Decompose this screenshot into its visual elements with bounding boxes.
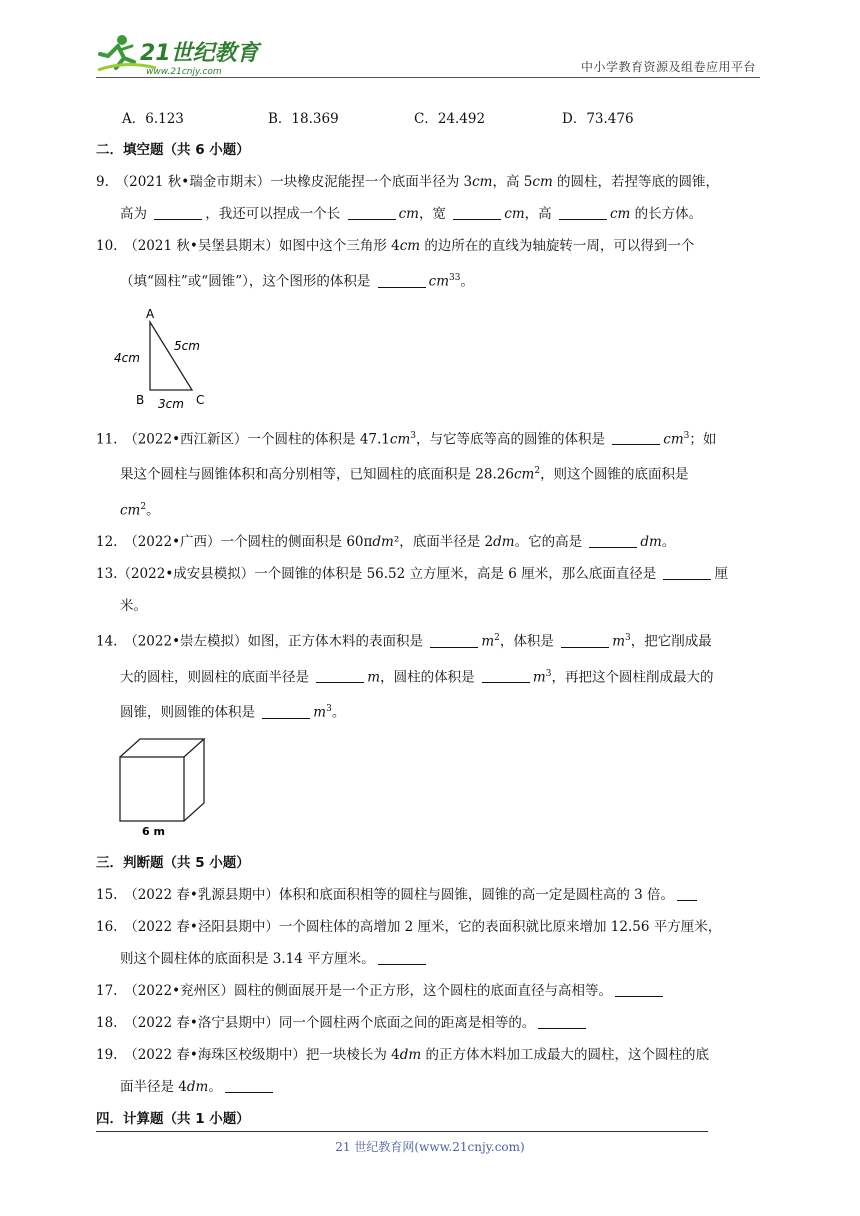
q14-sup: 3 (625, 633, 631, 643)
question-18 (96, 1007, 760, 1039)
q12-text-a: 12. （2022•广西）一个圆柱的侧面积是 60π (96, 534, 373, 550)
header-divider (96, 77, 760, 78)
q10-text-b: 的边所在的直线为轴旋转一周，可以得到一个 (420, 238, 695, 254)
q9-text-h: 的长方体。 (630, 206, 703, 222)
q9-unit: cm (398, 206, 419, 222)
answer-blank[interactable] (378, 273, 426, 288)
vertex-b-label: B (136, 392, 145, 407)
q17-text-a: 17. （2022•兖州区）圆柱的侧面展开是一个正方形，这个圆柱的底面直径与高相等。 (96, 982, 613, 999)
q9-unit: cm (609, 206, 631, 222)
q11-sup: 2 (534, 466, 541, 476)
q14-text-e: ，圆柱的体积是 (380, 669, 479, 685)
q14-sup: 3 (545, 668, 552, 679)
q19-text-c: 面半径是 4 (120, 1078, 187, 1095)
answer-blank[interactable] (677, 886, 697, 901)
q14-unit: m (313, 704, 327, 721)
question-15 (96, 879, 760, 911)
q12-unit: dm (640, 534, 662, 550)
q14-text-b: ，体积是 (499, 633, 559, 650)
vertex-a-label: A (146, 306, 155, 321)
q10-text-c: （填“圆柱”或“圆锥”），这个图形的体积是 (120, 273, 375, 290)
answer-blank[interactable] (663, 565, 711, 580)
section-fill-blank: 二．填空题（共 6 小题） (96, 142, 250, 158)
q9-text-b: ，高 5 (492, 174, 533, 190)
logo-url: www.21cnjy.com (146, 67, 222, 77)
cube-edge-label: 6 m (142, 824, 165, 838)
answer-blank[interactable] (430, 633, 478, 648)
q11-unit: cm (120, 502, 141, 518)
q10-sup: 33 (449, 273, 461, 283)
question-14 (96, 622, 760, 729)
side-ac-label: 5cm (174, 338, 200, 353)
option-b: B．18.369 (268, 111, 339, 127)
q9-unit: cm (504, 206, 525, 222)
answer-blank[interactable] (378, 950, 426, 965)
answer-blank[interactable] (348, 205, 396, 220)
answer-blank[interactable] (154, 205, 202, 220)
q12-text-d: 。 (661, 534, 676, 550)
q11-text-b: ，与它等底等高的圆锥的体积是 (416, 431, 610, 447)
answer-blank[interactable] (561, 633, 609, 648)
footer-text: 21 世纪教育网(www.21cnjy.com) (335, 1140, 525, 1154)
q10-unit: cm (399, 238, 421, 254)
q11-sup: 2 (140, 501, 147, 512)
q14-unit: m (612, 633, 625, 650)
q10-text-a: 10. （2021 秋•吴堡县期末）如图中这个三角形 4 (96, 238, 400, 254)
q18-text-a: 18. （2022 春•洛宁县期中）同一个圆柱两个底面之间的距离是相等的。 (96, 1014, 536, 1031)
answer-blank[interactable] (589, 533, 637, 548)
q11-text-a: 11. （2022•西江新区）一个圆柱的体积是 47.1 (96, 431, 390, 447)
option-c: C．24.492 (414, 111, 486, 127)
q9-text-e: ，我还可以捏成一个长 (205, 206, 345, 222)
q9-unit: cm (472, 174, 493, 190)
q14-text-a: 14. （2022•崇左模拟）如图，正方体木料的表面积是 (96, 633, 428, 650)
q9-text-c: 的圆柱，若捏等底的圆锥， (552, 174, 720, 190)
q19-text-b: 的正方体木料加工成最大的圆柱，这个圆柱的底 (421, 1046, 709, 1063)
q9-text-f: ，宽 (418, 206, 451, 222)
q19-text-a: 19. （2022 春•海珠区校级期中）把一块棱长为 4 (96, 1046, 400, 1063)
answer-blank[interactable] (615, 982, 663, 997)
page-header (96, 30, 760, 80)
triangle-figure (110, 304, 220, 412)
q12-unit: dm (372, 534, 394, 550)
q13-text-a: 13.（2022•成安县模拟）一个圆锥的体积是 56.52 立方厘米，高是 6 厘米，那么底面直径是 (96, 566, 661, 582)
q14-unit: m (481, 633, 495, 650)
q9-text-a: 9. （2021 秋•瑞金市期末）一块橡皮泥能捏一个底面半径为 3 (96, 174, 473, 190)
question-9 (96, 166, 760, 230)
option-d: D．73.476 (562, 111, 634, 127)
q11-unit: cm (513, 466, 535, 483)
q12-text-c: 。它的高是 (514, 534, 587, 550)
answer-blank[interactable] (538, 1014, 586, 1029)
vertex-c-label: C (196, 392, 205, 407)
section-true-false: 三．判断题（共 5 小题） (96, 854, 250, 871)
answer-blank[interactable] (482, 668, 530, 683)
q11-sup: 3 (410, 430, 416, 441)
q16-text-a: 16. （2022 春•泾阳县期中）一个圆柱体的高增加 2 厘米，它的表面积就比原来增加 12.56 平方厘米， (96, 918, 722, 935)
q14-sup: 2 (494, 633, 500, 643)
q14-unit: m (532, 669, 546, 685)
q10-unit: cm (428, 273, 450, 290)
answer-options (96, 104, 760, 134)
triangle-shape (150, 322, 192, 390)
q11-text-c: ；如 (689, 431, 717, 447)
q19-unit: dm (186, 1078, 209, 1095)
q16-text-b: 则这个圆柱体的底面积是 3.14 平方厘米。 (120, 950, 375, 967)
q9-text-g: ，高 (524, 206, 556, 222)
side-ab-label: 4cm (114, 350, 140, 365)
question-17 (96, 975, 760, 1007)
q11-unit: cm (389, 431, 411, 447)
q13-text-b: 厘 (714, 566, 728, 582)
q11-sup: 3 (683, 430, 690, 441)
q15-text-a: 15. （2022 春•乳源县期中）体积和底面积相等的圆柱与圆锥，圆锥的高一定是圆柱高的 3 倍。 (96, 886, 675, 903)
q14-text-c: ，把它削成最 (630, 633, 712, 650)
q9-unit: cm (532, 174, 553, 190)
section-calculation: 四．计算题（共 1 小题） (96, 1110, 250, 1127)
question-16 (96, 911, 760, 975)
question-13 (96, 558, 760, 622)
answer-blank[interactable] (225, 1078, 273, 1093)
logo-text: 21世纪教育 (140, 41, 259, 66)
q11-text-e: ，则这个圆锥的底面积是 (540, 466, 689, 483)
question-11 (96, 420, 760, 527)
answer-blank[interactable] (262, 704, 310, 719)
answer-blank[interactable] (559, 205, 607, 220)
q14-text-g: 圆锥，则圆锥的体积是 (120, 704, 260, 721)
q12-text-b: ²，底面半径是 2 (393, 534, 494, 550)
answer-blank[interactable] (316, 668, 364, 683)
cube-shape (120, 739, 204, 821)
q19-unit: dm (399, 1046, 422, 1063)
answer-blank[interactable] (612, 430, 660, 445)
question-10 (96, 230, 760, 298)
q19-text-d: 。 (208, 1078, 222, 1095)
option-a: A．6.123 (122, 111, 184, 127)
q12-unit: dm (493, 534, 515, 550)
q11-end: 。 (146, 502, 160, 518)
cube-figure (110, 735, 220, 839)
platform-title: 中小学教育资源及组卷应用平台 (580, 60, 756, 74)
q10-text-d: 。 (460, 273, 474, 290)
answer-blank[interactable] (453, 205, 501, 220)
q11-text-d: 果这个圆柱与圆锥体积和高分别相等，已知圆柱的底面积是 28.26 (120, 466, 514, 483)
footer-divider (96, 1131, 708, 1132)
q14-text-f: ，再把这个圆柱削成最大的 (551, 669, 714, 685)
side-bc-label: 3cm (158, 396, 184, 411)
document-body (96, 104, 760, 1135)
q9-text-d: 高为 (120, 206, 152, 222)
question-12 (96, 526, 760, 558)
q14-text-h: 。 (331, 704, 346, 721)
logo (96, 30, 266, 78)
q14-unit: m (367, 669, 381, 685)
q13-text-c: 米。 (120, 598, 147, 614)
q14-text-d: 大的圆柱，则圆柱的底面半径是 (120, 669, 314, 685)
question-19 (96, 1039, 760, 1103)
q14-sup: 3 (326, 704, 332, 714)
q11-unit: cm (663, 431, 684, 447)
